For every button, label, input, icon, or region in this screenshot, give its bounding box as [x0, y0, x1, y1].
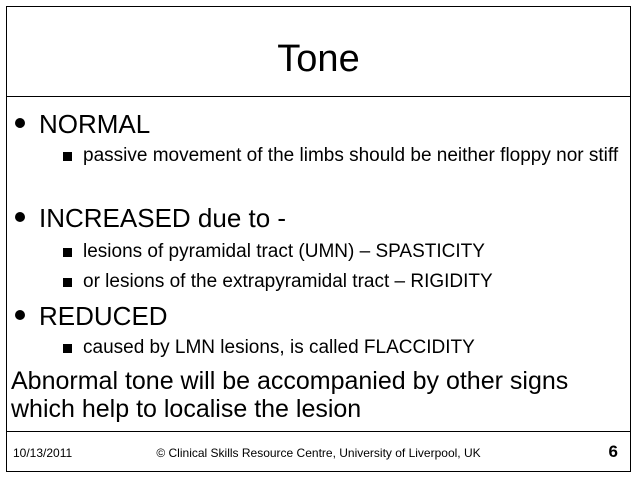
slide [6, 6, 631, 472]
footer-copyright: © Clinical Skills Resource Centre, University of Liverpool, UK [156, 446, 481, 460]
slide-title: Tone [277, 38, 360, 80]
bullet-heading: INCREASED due to - [39, 203, 287, 233]
title-box [7, 7, 630, 97]
sub-bullet [63, 145, 623, 167]
sub-bullet-text: caused by LMN lesions, is called FLACCIDITY [83, 337, 475, 358]
bullet-heading: REDUCED [39, 301, 168, 331]
square-bullet-icon [63, 344, 72, 353]
footer-date: 10/13/2011 [13, 446, 73, 460]
page-number: 6 [608, 442, 618, 461]
square-bullet-icon [63, 152, 72, 161]
summary-paragraph: Abnormal tone will be accompanied by other signs which help to localise the lesion [11, 367, 569, 423]
bullet-normal [15, 109, 150, 139]
round-bullet-icon [15, 212, 25, 222]
bullet-reduced [15, 301, 168, 331]
round-bullet-icon [15, 118, 25, 128]
bullet-heading: NORMAL [39, 109, 151, 139]
sub-bullet [63, 337, 623, 359]
bullet-increased [15, 203, 286, 233]
sub-bullet [63, 241, 623, 263]
sub-bullet-text: passive movement of the limbs should be neither floppy nor stiff [83, 145, 619, 166]
sub-bullet [63, 271, 623, 293]
sub-bullet-text: lesions of pyramidal tract (UMN) – SPASTICITY [83, 241, 485, 262]
round-bullet-icon [15, 310, 25, 320]
square-bullet-icon [63, 278, 72, 287]
sub-bullet-text: or lesions of the extrapyramidal tract – RIGIDITY [83, 271, 493, 292]
slide-footer [7, 431, 630, 471]
square-bullet-icon [63, 248, 72, 257]
